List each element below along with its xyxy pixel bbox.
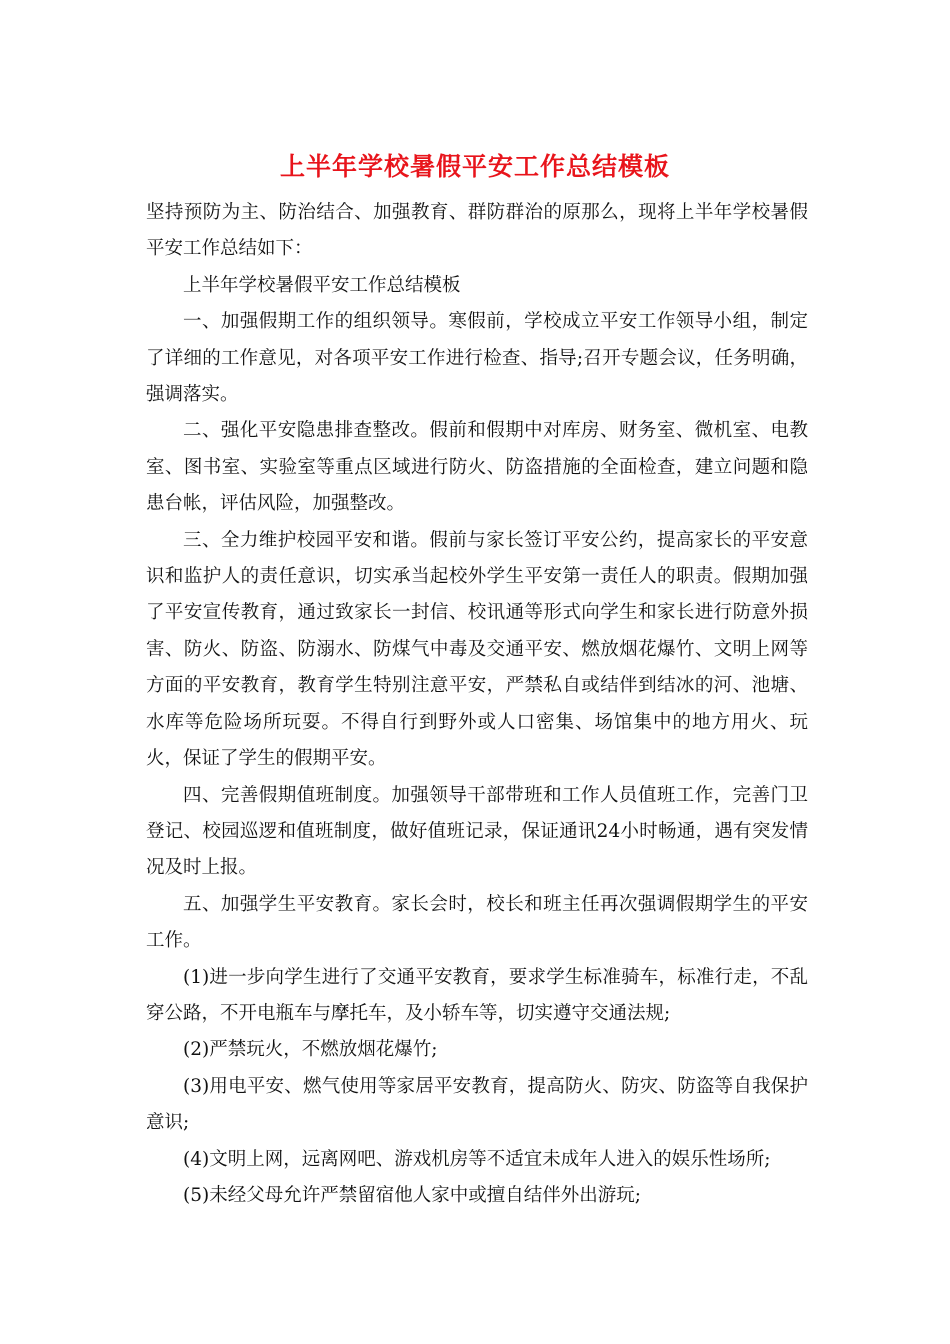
list-item-4: (4)文明上网，远离网吧、游戏机房等不适宜未成年人进入的娱乐性场所; <box>183 1148 771 1170</box>
list-item-1: (1)进一步向学生进行了交通平安教育，要求学生标准骑车，标准行走，不乱穿公路，不开电瓶车与摩托车，及小轿车等，切实遵守交通法规; <box>146 966 808 1024</box>
paragraph-section-2: 二、强化平安隐患排查整改。假前和假期中对库房、财务室、微机室、电教室、图书室、实验室等重点区域进行防火、防盗措施的全面检查，建立问题和隐患台帐，评估风险，加强整改。 <box>146 420 808 515</box>
document-body <box>146 195 808 1214</box>
list-item-2: (2)严禁玩火，不燃放烟花爆竹; <box>183 1039 438 1061</box>
paragraph-section-5: 五、加强学生平安教育。家长会时，校长和班主任再次强调假期学生的平安工作。 <box>146 893 808 952</box>
paragraph-intro: 坚持预防为主、防治结合、加强教育、群防群治的原那么，现将上半年学校暑假平安工作总结如下： <box>146 202 808 260</box>
paragraph-section-3: 三、全力维护校园平安和谐。假前与家长签订平安公约，提高家长的平安意识和监护人的责任意识，切实承当起校外学生平安第一责任人的职责。假期加强了平安宣传教育，通过致家长一封信、校讯通等形式向学生和家长进行防意外损害、防火、防盗、防溺水、防煤气中毒及交通平安、燃放烟花爆竹、文明上网等方面的平安教育，教育学生特别注意平安，严禁私自或结伴到结冰的河、池塘、水库等危险场所玩耍。不得自行到野外或人口密集、场馆集中的地方用火、玩火，保证了学生的假期平安。 <box>146 529 808 770</box>
list-item-3: (3)用电平安、燃气使用等家居平安教育，提高防火、防灾、防盗等自我保护意识; <box>146 1075 808 1134</box>
list-item-5: (5)未经父母允许严禁留宿他人家中或擅自结伴外出游玩; <box>183 1184 641 1206</box>
document-title: 上半年学校暑假平安工作总结模板 <box>279 152 670 181</box>
paragraph-subtitle: 上半年学校暑假平安工作总结模板 <box>183 274 461 296</box>
paragraph-section-1: 一、加强假期工作的组织领导。寒假前，学校成立平安工作领导小组，制定了详细的工作意见，对各项平安工作进行检查、指导;召开专题会议，任务明确，强调落实。 <box>146 311 808 406</box>
paragraph-section-4: 四、完善假期值班制度。加强领导干部带班和工作人员值班工作，完善门卫登记、校园巡逻和值班制度，做好值班记录，保证通讯24小时畅通，遇有突发情况及时上报。 <box>146 784 808 879</box>
